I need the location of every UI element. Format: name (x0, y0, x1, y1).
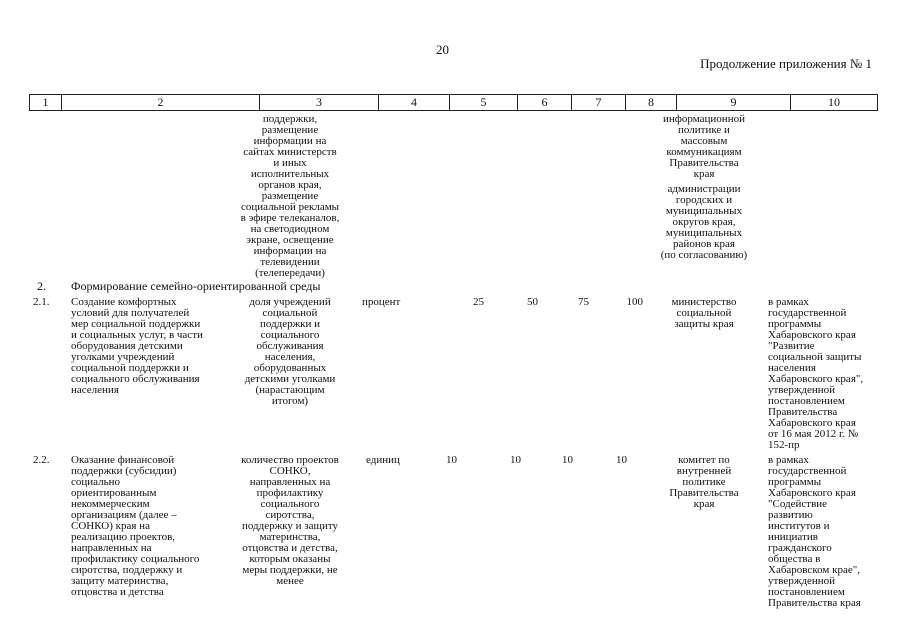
value-col6-cell: 10 (510, 454, 521, 466)
section-number: 2. (37, 279, 46, 293)
indicator-cell: количество проектов СОНКО, направленных на профилактику социального сиротства, поддержку и защиту материнства, отцовства и детства, которым оказаны меры поддержки, не менее (241, 454, 339, 587)
column-header-10: 10 (828, 95, 840, 109)
value-col7-cell: 75 (578, 296, 589, 308)
value-col8-cell: 100 (626, 296, 643, 308)
column-header-4: 4 (379, 95, 450, 110)
unit-cell: процент (362, 296, 401, 308)
value-col5-cell: 25 (473, 296, 484, 308)
column-header-1: 1 (30, 95, 62, 110)
value-col5-cell: 10 (446, 454, 457, 466)
indicator-cell: доля учреждений социальной поддержки и социального обслуживания населения, оборудованных детскими уголками (нарастающим итогом) (244, 296, 336, 407)
column-header-6: 6 (518, 95, 572, 110)
executor-cell: комитет по внутренней политике Правительства края (669, 454, 739, 510)
note-cell: в рамках государственной программы Хабаровского края "Развитие социальной защиты населения Хабаровского края", утвержденной постановлением Правительства Хабаровского края от 16 мая 2012 г. № 152-пр (768, 296, 864, 451)
row-number: 2.2. (33, 454, 50, 466)
section-title: Формирование семейно-ориентированной среды (71, 279, 321, 293)
table-header-row (29, 94, 878, 111)
measure-name-cell: Оказание финансовой поддержки (субсидии) социально ориентированным некоммерческим организациям (далее – СОНКО) края на реализацию проектов, направленных на профилактику социального сиротства, поддержку и защиту материнства, отцовства и детства (71, 454, 200, 598)
carryover-executor-cell: информационной политике и массовым коммуникациям Правительства края (663, 113, 745, 180)
carryover-indicator-cell: поддержки, размещение информации на сайтах министерств и иных исполнительных органов края, размещение социальной рекламы в эфире телеканалов, на светодиодном экране, освещение информации на телевидении (телепередачи) (240, 113, 340, 279)
measure-name-cell: Создание комфортных условий для получателей мер социальной поддержки и социальных услуг, в части оборудования детскими уголками учреждений социальной поддержки и социального обслуживания населения (71, 296, 203, 396)
column-header-5: 5 (450, 95, 518, 110)
appendix-continuation-title: Продолжение приложения № 1 (700, 56, 872, 71)
executor-cell: министерство социальной защиты края (671, 296, 737, 330)
value-col7-cell: 10 (562, 454, 573, 466)
column-header-2: 2 (62, 95, 260, 110)
column-header-3: 3 (260, 95, 379, 110)
carryover-coexecutor-cell: администрации городских и муниципальных округов края, муниципальных районов края (по согласованию) (660, 183, 748, 261)
row-number: 2.1. (33, 296, 50, 308)
note-cell: в рамках государственной программы Хабаровского края "Содействие развитию институтов и инициатив гражданского общества в Хабаровском крае", утвержденной постановлением Правительства края (768, 454, 861, 609)
column-header-8: 8 (626, 95, 677, 110)
column-header-9: 9 (677, 95, 791, 110)
column-header-7: 7 (572, 95, 626, 110)
page-number: 20 (436, 42, 449, 57)
value-col6-cell: 50 (527, 296, 538, 308)
value-col8-cell: 10 (616, 454, 627, 466)
unit-cell: единиц (366, 454, 400, 466)
